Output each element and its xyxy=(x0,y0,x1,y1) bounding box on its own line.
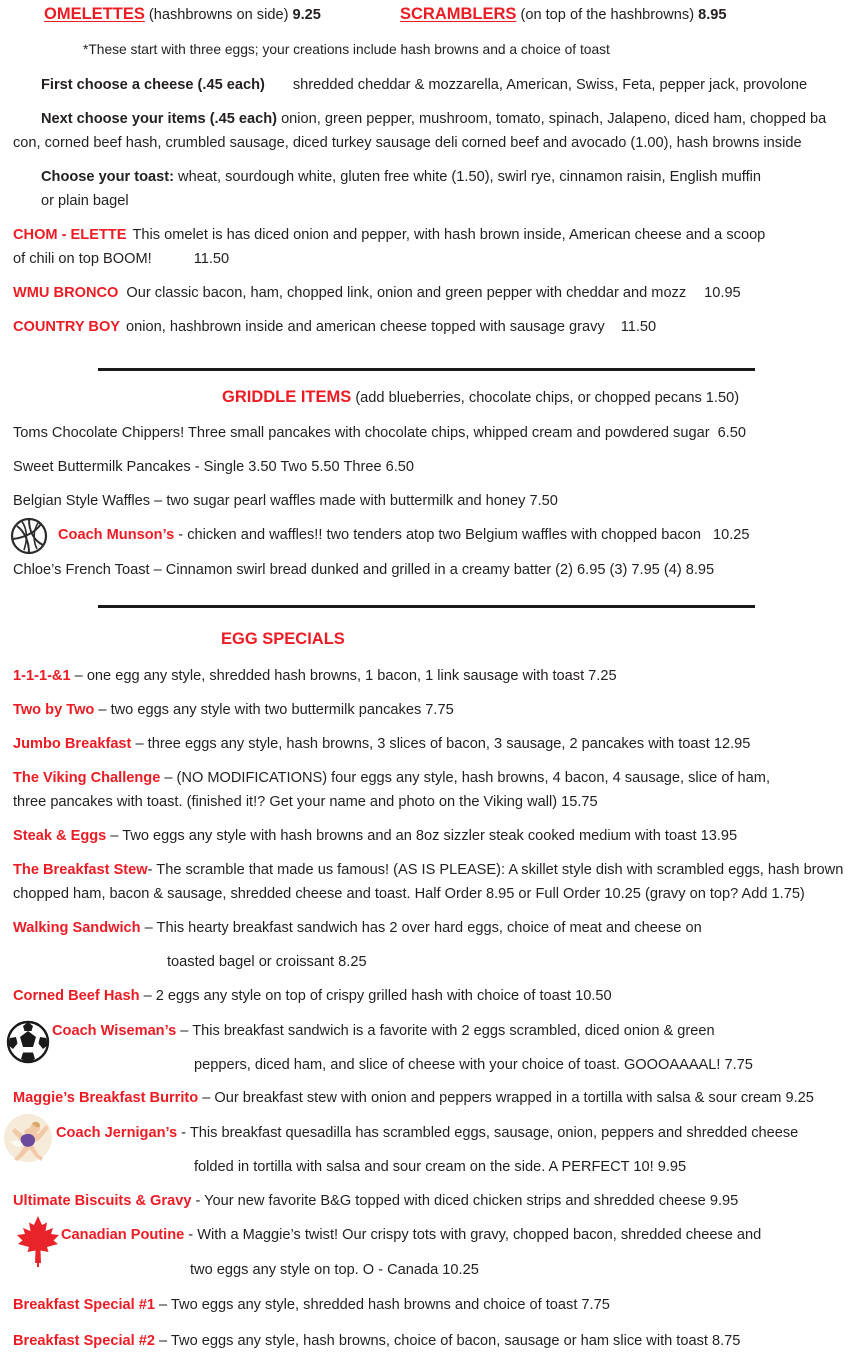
item-name: Maggie’s Breakfast Burrito xyxy=(13,1090,199,1106)
item-price: 10.25 xyxy=(712,527,750,543)
item-price: 10.95 xyxy=(704,285,741,301)
item-desc: - Your new favorite B&G topped with diced chicken strips and shredded cheese 9.95 xyxy=(191,1193,739,1209)
menu-item-belgian-style-waffles xyxy=(13,494,558,509)
item-name: Breakfast Special #1 xyxy=(13,1297,155,1313)
item-desc: – Two eggs any style with hash browns and an 8oz sizzler steak cooked medium with toast 13.95 xyxy=(106,828,738,844)
item-name: Canadian Poutine xyxy=(61,1227,185,1243)
eggs-asterisk-note: *These start with three eggs; your creations include hash browns and a choice of toast xyxy=(83,42,610,57)
menu-item-walking-sandwich xyxy=(13,921,702,936)
menu-item-steak-and-eggs xyxy=(13,829,737,844)
scramblers-title: SCRAMBLERS xyxy=(400,5,517,23)
item-desc: Cinnamon swirl bread dunked and grilled in a creamy batter (2) 6.95 (3) 7.95 (4) 8.95 xyxy=(161,562,715,578)
maple-leaf-icon xyxy=(14,1213,62,1274)
toast-choice-row xyxy=(41,170,761,185)
menu-item-canadian-poutine-line2: two eggs any style on top. O - Canada 10.25 xyxy=(190,1262,479,1278)
item-price: 11.50 xyxy=(193,251,230,267)
scramblers-header xyxy=(400,6,727,23)
item-name: Coach Jernigan’s xyxy=(56,1125,178,1141)
omelettes-header xyxy=(44,6,321,23)
griddle-items-heading xyxy=(222,389,739,406)
item-desc: - With a Maggie’s twist! Our crispy tots with gravy, chopped bacon, shredded cheese and xyxy=(184,1227,762,1243)
items-choice-options-line2: con, corned beef hash, crumbled sausage, diced turkey sausage deli corned beef and avocado (1.00), hash browns inside xyxy=(13,135,802,151)
menu-item-breakfast-stew xyxy=(13,863,843,878)
item-desc: This omelet is has diced onion and pepper, with hash brown inside, American cheese and a scoop xyxy=(132,227,766,243)
toast-choice-options-line1: wheat, sourdough white, gluten free white (1.50), swirl rye, cinnamon raisin, English muffin xyxy=(173,169,761,185)
item-price: 6.50 xyxy=(717,425,746,441)
omelettes-note: (hashbrowns on side) xyxy=(144,7,293,23)
item-name: Chloe’s French Toast – xyxy=(13,562,162,578)
item-name: WMU BRONCO xyxy=(13,285,119,301)
items-choice-label: Next choose your items (.45 each) xyxy=(41,111,278,127)
menu-item-coach-jernigans-line2: folded in tortilla with salsa and sour cream on the side. A PERFECT 10! 9.95 xyxy=(194,1159,687,1175)
item-desc: – one egg any style, shredded hash browns, 1 bacon, 1 link sausage with toast 7.25 xyxy=(70,668,617,684)
soccer-ball-icon xyxy=(5,1018,51,1071)
menu-item-chloes-french-toast xyxy=(13,563,714,578)
menu-item-1-1-1-and-1 xyxy=(13,669,617,684)
item-name: Coach Munson’s xyxy=(58,527,175,543)
item-name: Belgian Style Waffles – xyxy=(13,493,163,509)
item-name: CHOM - ELETTE xyxy=(13,227,127,243)
item-name: Breakfast Special #2 xyxy=(13,1333,155,1349)
menu-item-corned-beef-hash xyxy=(13,989,612,1004)
menu-item-maggies-breakfast-burrito xyxy=(13,1091,814,1106)
menu-item-viking-challenge-line2: three pancakes with toast. (finished it!? Get your name and photo on the Viking wall) 15.75 xyxy=(13,794,598,810)
item-price: 11.50 xyxy=(620,319,657,335)
gymnast-icon xyxy=(2,1108,54,1171)
scramblers-note: (on top of the hashbrowns) xyxy=(516,7,699,23)
griddle-heading-note: (add blueberries, chocolate chips, or chopped pecans 1.50) xyxy=(351,390,740,406)
toast-choice-label: Choose your toast: xyxy=(41,169,174,185)
menu-item-country-boy xyxy=(13,320,656,335)
item-name: The Viking Challenge xyxy=(13,770,161,786)
menu-item-breakfast-special-1 xyxy=(13,1298,610,1313)
menu-item-canadian-poutine xyxy=(61,1228,761,1243)
menu-item-coach-wisemans xyxy=(52,1024,715,1039)
item-name: Corned Beef Hash xyxy=(13,988,140,1004)
item-name: COUNTRY BOY xyxy=(13,319,121,335)
item-desc: - chicken and waffles!! two tenders atop two Belgium waffles with chopped bacon xyxy=(174,527,701,543)
menu-item-breakfast-stew-line2: chopped ham, bacon & sausage, shredded cheese and toast. Half Order 8.95 or Full Order 10.25 (gravy on top? Add 1.75) xyxy=(13,886,805,902)
menu-item-walking-sandwich-line2: toasted bagel or croissant 8.25 xyxy=(167,954,367,970)
menu-item-wmu-bronco xyxy=(13,286,741,301)
items-choice-options-line1: onion, green pepper, mushroom, tomato, spinach, Jalapeno, diced ham, chopped ba xyxy=(277,111,827,127)
item-desc: Single 3.50 Two 5.50 Three 6.50 xyxy=(199,459,415,475)
menu-item-toms-chocolate-chippers xyxy=(13,426,746,441)
cheese-choice-options: shredded cheddar & mozzarella, American, Swiss, Feta, pepper jack, provolone xyxy=(292,77,808,93)
menu-item-chom-elette xyxy=(13,228,765,243)
item-name: Steak & Eggs xyxy=(13,828,107,844)
item-desc: two sugar pearl waffles made with buttermilk and honey 7.50 xyxy=(162,493,558,509)
item-desc: Three small pancakes with chocolate chips, whipped cream and powdered sugar xyxy=(184,425,710,441)
griddle-heading-text: GRIDDLE ITEMS xyxy=(222,388,352,406)
omelettes-title: OMELETTES xyxy=(44,5,145,23)
item-desc: – Two eggs any style, hash browns, choice of bacon, sausage or ham slice with toast 8.75 xyxy=(154,1333,741,1349)
item-name: Ultimate Biscuits & Gravy xyxy=(13,1193,192,1209)
item-desc: Our classic bacon, ham, chopped link, onion and green pepper with cheddar and mozz xyxy=(126,285,687,301)
item-name: Sweet Buttermilk Pancakes - xyxy=(13,459,200,475)
item-name: Toms Chocolate Chippers! xyxy=(13,425,185,441)
item-desc: - This breakfast quesadilla has scrambled eggs, sausage, onion, peppers and shredded cheese xyxy=(177,1125,799,1141)
menu-item-jumbo-breakfast xyxy=(13,737,750,752)
items-choice-row xyxy=(41,112,826,127)
section-divider-griddle xyxy=(98,368,755,371)
item-desc: – three eggs any style, hash browns, 3 slices of bacon, 3 sausage, 2 pancakes with toast 12.95 xyxy=(131,736,751,752)
item-desc: – Two eggs any style, shredded hash browns and choice of toast 7.75 xyxy=(154,1297,610,1313)
item-desc: onion, hashbrown inside and american cheese topped with sausage gravy xyxy=(126,319,605,335)
item-name: The Breakfast Stew xyxy=(13,862,148,878)
item-desc: – This hearty breakfast sandwich has 2 over hard eggs, choice of meat and cheese on xyxy=(140,920,702,936)
menu-item-coach-wisemans-line2: peppers, diced ham, and slice of cheese with your choice of toast. GOOOAAAAL! 7.75 xyxy=(194,1057,753,1073)
menu-item-two-by-two xyxy=(13,703,454,718)
item-name: 1-1-1-&1 xyxy=(13,668,71,684)
menu-item-chom-elette-line2 xyxy=(13,252,229,267)
cheese-choice-row xyxy=(41,78,807,93)
menu-item-ultimate-biscuits-and-gravy xyxy=(13,1194,738,1209)
volleyball-icon xyxy=(9,516,49,561)
item-desc: - The scramble that made us famous! (AS IS PLEASE): A skillet style dish with scrambled eggs, hash brown xyxy=(147,862,844,878)
section-divider-egg-specials xyxy=(98,605,755,608)
cheese-choice-label: First choose a cheese (.45 each) xyxy=(41,77,265,93)
item-name: Coach Wiseman’s xyxy=(52,1023,177,1039)
item-desc: – 2 eggs any style on top of crispy grilled hash with choice of toast 10.50 xyxy=(139,988,612,1004)
item-desc: – Our breakfast stew with onion and peppers wrapped in a tortilla with salsa & sour cream 9.25 xyxy=(198,1090,814,1106)
scramblers-price: 8.95 xyxy=(698,7,727,23)
item-name: Walking Sandwich xyxy=(13,920,141,936)
item-desc: – two eggs any style with two buttermilk pancakes 7.75 xyxy=(94,702,454,718)
item-desc: – This breakfast sandwich is a favorite with 2 eggs scrambled, diced onion & green xyxy=(176,1023,715,1039)
item-desc-cont: of chili on top BOOM! xyxy=(13,251,152,267)
item-desc: – (NO MODIFICATIONS) four eggs any style, hash browns, 4 bacon, 4 sausage, slice of ham, xyxy=(160,770,771,786)
omelettes-price: 9.25 xyxy=(292,7,321,23)
menu-item-breakfast-special-2 xyxy=(13,1334,740,1349)
toast-choice-options-line2: or plain bagel xyxy=(41,193,129,209)
menu-item-coach-jernigans xyxy=(56,1126,798,1141)
egg-specials-heading: EGG SPECIALS xyxy=(221,630,345,648)
menu-item-sweet-buttermilk-pancakes xyxy=(13,460,414,475)
item-name: Jumbo Breakfast xyxy=(13,736,132,752)
item-name: Two by Two xyxy=(13,702,95,718)
menu-item-coach-munsons xyxy=(58,528,750,543)
menu-item-viking-challenge xyxy=(13,771,770,786)
